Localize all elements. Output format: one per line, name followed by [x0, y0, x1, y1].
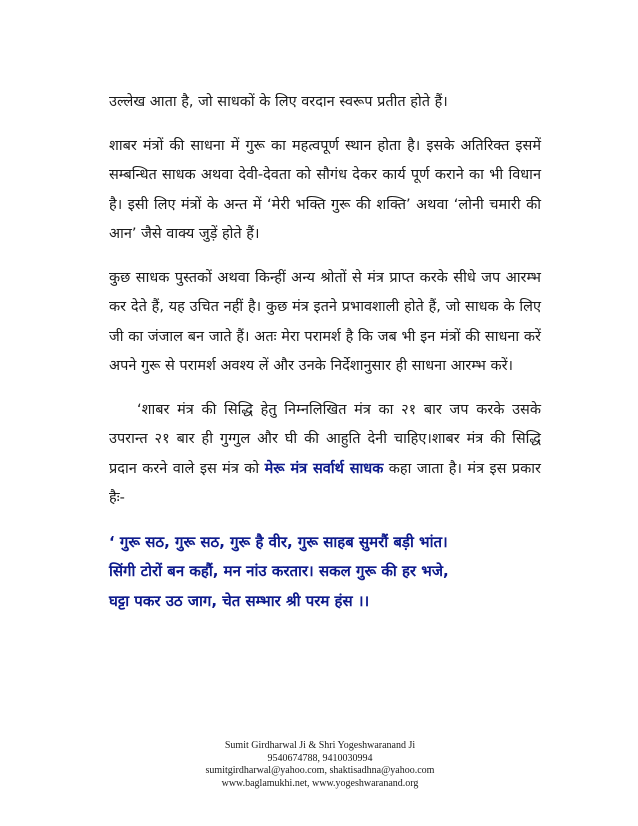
paragraph-guidance: कुछ साधक पुस्तकों अथवा किन्हीं अन्य श्रोतों से मंत्र प्राप्त करके सीधे जप आरम्भ कर देते हैं, यह उचित नहीं है। कुछ मंत्र इतने प्रभावशाली होते हैं, जो साधक के लिए जी का जंजाल बन जाते हैं। अतः मेरा परामर्श है कि जब भी इन मंत्रों की साधना करें अपने गुरू से परामर्श अवश्य लें और उनके निर्देशानुसार ही साधना आरम्भ करें। [109, 269, 541, 374]
paragraph-intro: उल्लेख आता है, जो साधकों के लिए वरदान स्वरूप प्रतीत होते हैं। [109, 94, 448, 110]
mantra-line-1: ‘ गुरू सठ, गुरू सठ, गुरू है वीर, गुरू साहब सुमरौं बड़ी भांत। [109, 532, 448, 551]
mantra-name: मेरू मंत्र सर्वार्थ साधक [264, 460, 384, 477]
mantra-line-3: घट्टा पकर उठ जाग, चेत सम्भार श्री परम हंस ।। [109, 591, 370, 610]
instructions-closing: कहा जाता है। मंत्र इस प्रकार हैः- [109, 460, 541, 506]
paragraph-guru-importance: शाबर मंत्रों की साधना में गुरू का महत्वपूर्ण स्थान होता है। इसके अतिरिक्त इसमें सम्बन्धित साधक अथवा देवी-देवता को सौगंध देकर कार्य पूर्ण कराने का भी विधान है। इसी लिए मंत्रों के अन्त में ‘मेरी भक्ति गुरू की शक्ति’ अथवा ‘लोनी चमारी की आन’ जैसे वाक्य जुड़ें होते हैं। [109, 137, 541, 242]
mantra-line-2: सिंगी टोरों बन कहौं, मन नांउ करतार। सकल गुरू की हर भजे, [109, 562, 449, 580]
footer-phones: 9540674788, 9410030994 [267, 752, 373, 764]
paragraph-mantra-instructions [109, 396, 541, 514]
footer-emails: sumitgirdharwal@yahoo.com, shaktisadhna@yahoo.com [205, 765, 435, 776]
footer-websites: www.baglamukhi.net, www.yogeshwaranand.org [221, 777, 419, 789]
footer-names: Sumit Girdharwal Ji & Shri Yogeshwaranand Ji [224, 740, 416, 751]
instructions-text: ‘शाबर मंत्र की सिद्धि हेतु निम्नलिखित मंत्र का २१ बार जप करके उसके उपरान्त २१ बार ही गुग्गुल और घी की आहुति देनी चाहिए।शाबर मंत्र की सिद्धि प्रदान करने वाले इस मंत्र को [109, 401, 541, 477]
document-body [109, 88, 541, 616]
page-footer [140, 740, 500, 790]
